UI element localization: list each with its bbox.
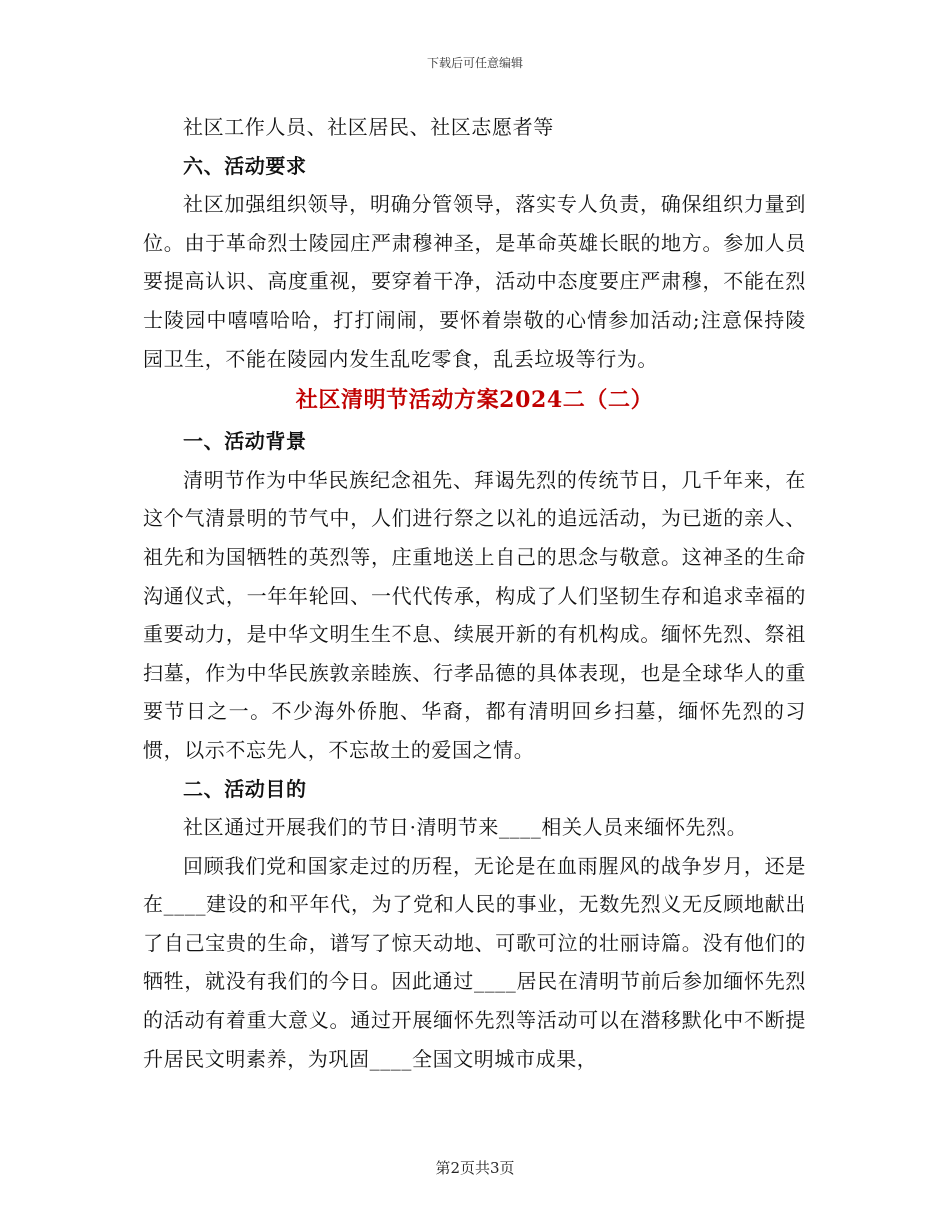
header-note: 下载后可任意编辑 [426,56,523,70]
purpose-paragraph-1: 社区通过开展我们的节日·清明节来____相关人员来缅怀先烈。 [183,815,748,840]
section-title: 社区清明节活动方案2024二（二） [295,387,654,414]
participants-paragraph: 社区工作人员、社区居民、社区志愿者等 [183,115,554,139]
background-paragraph: 清明节作为中华民族纪念祖先、拜谒先烈的传统节日，几千年来，在这个气清景明的节气中，人们进行祭之以礼的追远活动，为已逝的亲人、祖先和为国牺牲的英烈等，庄重地送上自己的思念与敬意。这神圣的生命沟通仪式，一年年轮回、一代代传承，构成了人们坚韧生存和追求幸福的重要动力，是中华文明生生不息、续展开新的有机构成。缅怀先烈、祭祖扫墓，作为中华民族敦亲睦族、行孝品德的具体表现，也是全球华人的重要节日之一。不少海外侨胞、华裔，都有清明回乡扫墓，缅怀先烈的习惯，以示不忘先人，不忘故土的爱国之情。 [143,467,806,762]
page-number: 第2页共3页 [435,1159,515,1177]
purpose-paragraph-2: 回顾我们党和国家走过的历程，无论是在血雨腥风的战争岁月，还是在____建设的和平年代，为了党和人民的事业，无数先烈义无反顾地献出了自己宝贵的生命，谱写了惊天动地、可歌可泣的壮丽诗篇。没有他们的牺牲，就没有我们的今日。因此通过____居民在清明节前后参加缅怀先烈的活动有着重大意义。通过开展缅怀先烈等活动可以在潜移默化中不断提升居民文明素养，为巩固____全国文明城市成果， [143,853,806,1071]
heading-background: 一、活动背景 [183,429,307,454]
heading-requirements: 六、活动要求 [183,153,307,178]
requirements-paragraph: 社区加强组织领导，明确分管领导，落实专人负责，确保组织力量到位。由于革命烈士陵园庄严肃穆神圣，是革命英雄长眠的地方。参加人员要提高认识、高度重视，要穿着干净，活动中态度要庄严肃穆，不能在烈士陵园中嘻嘻哈哈，打打闹闹，要怀着崇敬的心情参加活动;注意保持陵园卫生，不能在陵园内发生乱吃零食，乱丢垃圾等行为。 [143,192,806,371]
heading-purpose: 二、活动目的 [183,776,307,801]
document-body [143,108,806,1078]
